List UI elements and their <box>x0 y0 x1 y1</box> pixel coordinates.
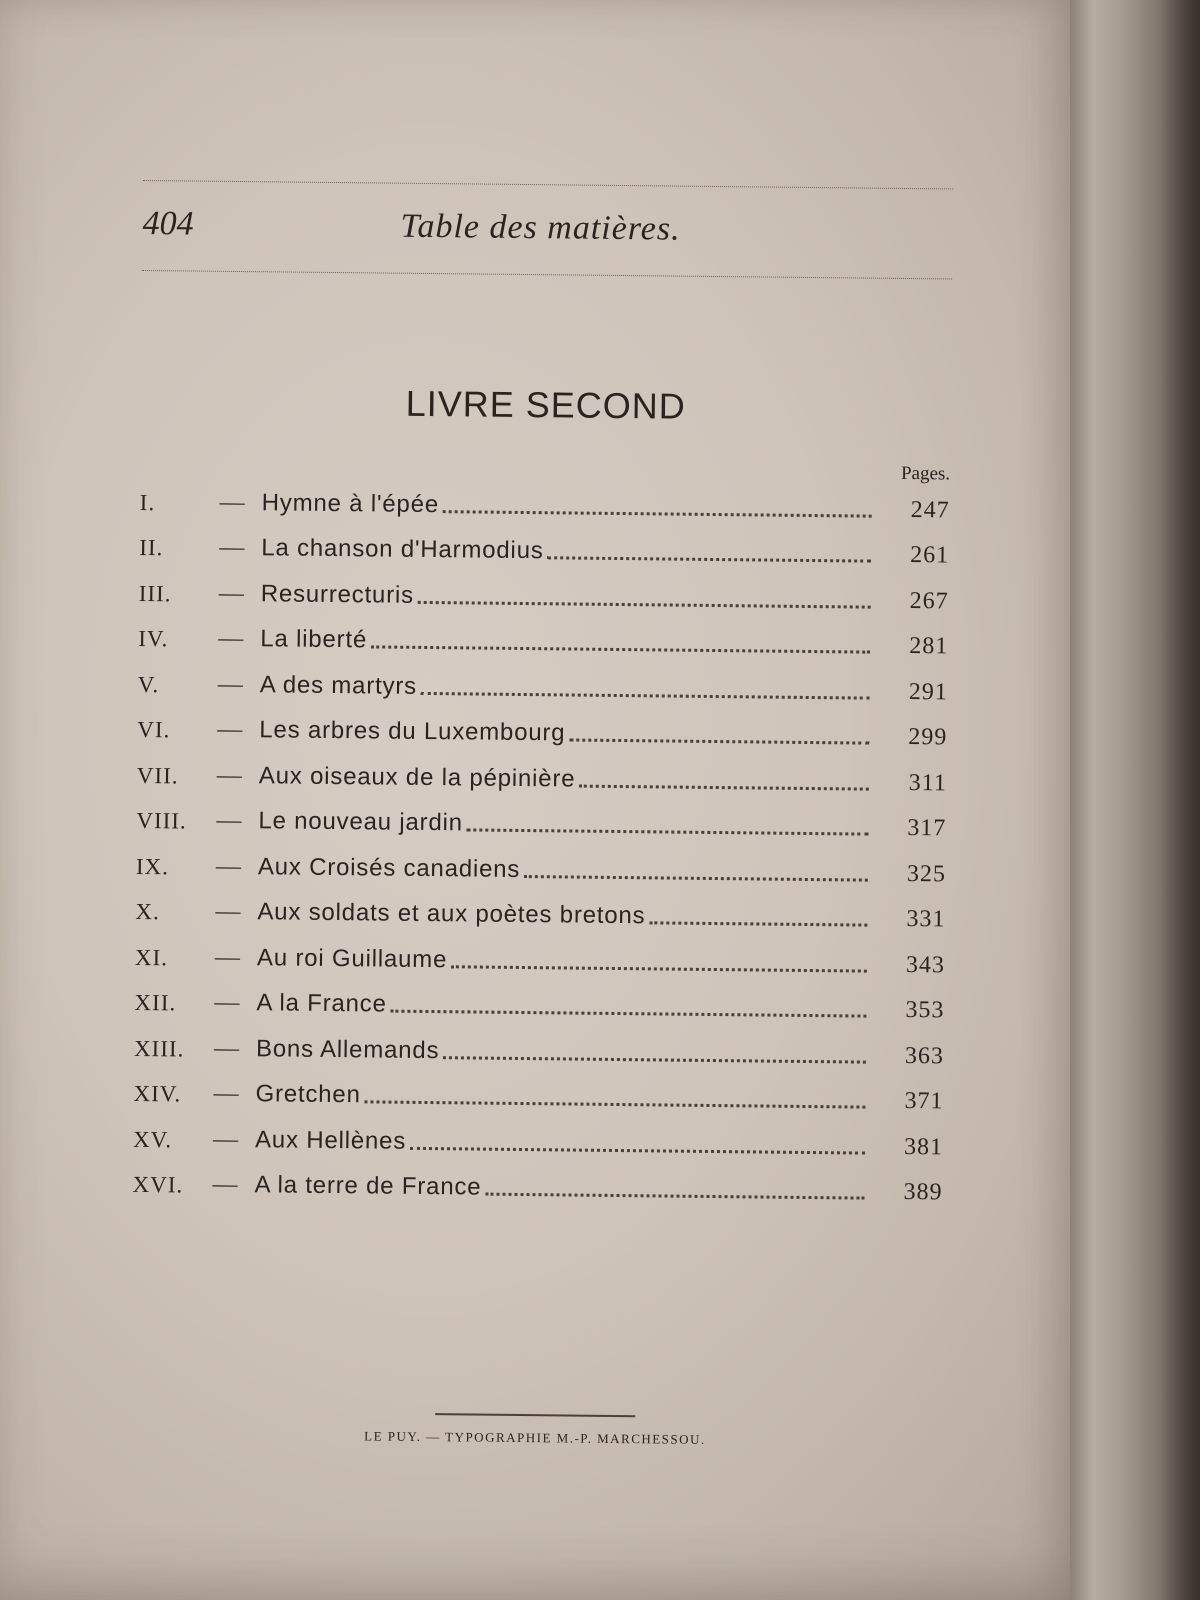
toc-entry-dash: — <box>218 624 244 653</box>
toc-entry-dash: — <box>213 1034 240 1062</box>
toc-entry-numeral: XI. <box>134 944 169 970</box>
toc-entry-title: Aux Hellènes <box>254 1125 407 1155</box>
pages-column-label: Pages. <box>900 462 951 485</box>
toc-entry-leader-dots <box>443 1055 866 1063</box>
toc-entry-leader-dots <box>391 1009 867 1018</box>
toc-entry-title: La chanson d'Harmodius <box>261 534 544 565</box>
toc-entry-dash: — <box>215 852 242 880</box>
toc-entry-title: Gretchen <box>255 1080 361 1109</box>
section-title: LIVRE SECOND <box>405 382 687 427</box>
toc-entry-leader-dots <box>443 509 872 517</box>
toc-entry-leader-dots <box>649 920 867 926</box>
toc-entry-page: 311 <box>908 769 947 796</box>
toc-entry-dash: — <box>216 761 243 789</box>
toc-entry-page: 299 <box>908 724 948 751</box>
header-rule-top <box>143 180 953 189</box>
toc-entry-leader-dots <box>548 555 872 562</box>
toc-entry-title: Hymne à l'épée <box>261 488 440 518</box>
toc-entry-title: A des martyrs <box>259 670 418 700</box>
toc-entry-leader-dots <box>467 827 869 835</box>
toc-entry-leader-dots <box>569 737 869 744</box>
toc-entry-dash: — <box>214 943 241 971</box>
running-title: Table des matières. <box>400 207 681 248</box>
toc-entry-leader-dots <box>365 1099 866 1108</box>
toc-entry-leader-dots <box>524 874 868 882</box>
toc-entry-numeral: IX. <box>135 853 170 879</box>
toc-entry-page: 317 <box>907 815 947 842</box>
table-of-contents <box>132 470 950 1206</box>
toc-entry-leader-dots <box>421 690 870 699</box>
toc-entry-title: Les arbres du Luxembourg <box>259 716 566 747</box>
toc-entry-title: Au roi Guillaume <box>256 943 448 973</box>
toc-entry-dash: — <box>212 1125 239 1153</box>
toc-entry-title: Bons Allemands <box>255 1034 440 1064</box>
toc-entry-page: 281 <box>909 633 949 660</box>
toc-entry-page: 331 <box>906 906 946 933</box>
toc-entry-leader-dots <box>451 964 867 972</box>
toc-entry-page: 261 <box>910 542 950 569</box>
toc-entry-leader-dots <box>418 599 871 608</box>
toc-entry-numeral: V. <box>137 671 160 697</box>
toc-entry-title: A la terre de France <box>254 1171 482 1201</box>
toc-entry-leader-dots <box>371 644 870 653</box>
toc-entry-title: Aux soldats et aux poètes bretons <box>257 898 646 930</box>
toc-entry-leader-dots <box>410 1145 865 1154</box>
toc-entry-page: 363 <box>904 1042 945 1069</box>
toc-entry <box>132 1152 942 1206</box>
toc-entry-title: A la France <box>256 989 387 1018</box>
toc-entry-dash: — <box>216 806 242 835</box>
toc-entry-numeral: II. <box>139 534 164 561</box>
toc-entry-numeral: X. <box>135 898 160 925</box>
toc-entry-dash: — <box>217 715 243 744</box>
toc-entry-title: Aux Croisés canadiens <box>257 852 521 883</box>
toc-entry-numeral: I. <box>139 489 156 515</box>
spine-shadow <box>1160 0 1200 1600</box>
toc-entry-page: 267 <box>909 587 949 614</box>
toc-entry-page: 343 <box>905 951 946 978</box>
toc-entry-title: Aux oiseaux de la pépinière <box>258 761 576 793</box>
toc-entry-dash: — <box>214 988 240 1017</box>
page-number: 404 <box>142 204 194 243</box>
toc-entry-dash: — <box>219 488 245 516</box>
toc-entry-numeral: XII. <box>134 989 177 1016</box>
toc-entry-page: 247 <box>910 496 950 523</box>
page-content <box>128 0 965 1600</box>
header-rule-bottom <box>142 270 952 279</box>
toc-entry-page: 353 <box>905 997 945 1024</box>
printer-imprint: LE PUY. — TYPOGRAPHIE M.-P. MARCHESSOU. <box>364 1428 706 1447</box>
toc-entry-numeral: IV. <box>138 625 169 652</box>
toc-entry-numeral: XVI. <box>132 1171 184 1198</box>
toc-entry-numeral: XV. <box>132 1126 173 1152</box>
toc-entry-leader-dots <box>485 1192 864 1200</box>
toc-entry-numeral: III. <box>138 580 172 606</box>
toc-entry-numeral: XIII. <box>133 1035 185 1061</box>
toc-entry-title: Le nouveau jardin <box>258 807 463 837</box>
toc-entry-page: 371 <box>904 1088 944 1115</box>
toc-entry-dash: — <box>213 1079 239 1108</box>
running-head <box>142 205 952 263</box>
toc-entry-page: 291 <box>908 678 948 705</box>
toc-entry-title: Resurrecturis <box>260 579 415 609</box>
toc-entry-title: La liberté <box>260 625 368 654</box>
toc-entry-numeral: XIV. <box>133 1080 182 1107</box>
toc-entry-leader-dots <box>579 783 869 790</box>
toc-entry-dash: — <box>218 579 244 607</box>
toc-entry-dash: — <box>219 533 245 562</box>
imprint-rule <box>435 1413 635 1417</box>
toc-entry-numeral: VIII. <box>136 807 187 834</box>
toc-entry-page: 381 <box>903 1133 944 1160</box>
toc-entry-numeral: VII. <box>136 762 179 788</box>
toc-entry-dash: — <box>212 1170 238 1199</box>
toc-entry-numeral: VI. <box>137 716 171 743</box>
toc-entry-dash: — <box>217 670 243 698</box>
toc-entry-page: 325 <box>906 860 947 887</box>
toc-entry-page: 389 <box>903 1179 943 1206</box>
toc-entry-dash: — <box>215 897 241 926</box>
